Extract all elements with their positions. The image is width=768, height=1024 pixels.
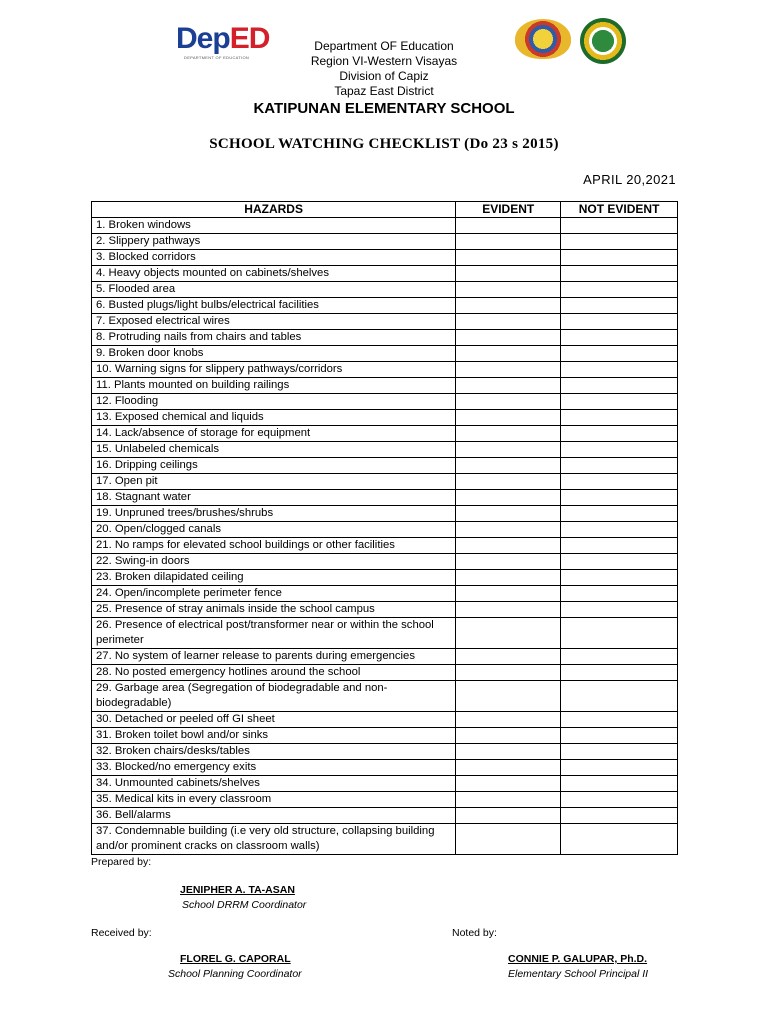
received-by-name: FLOREL G. CAPORAL <box>180 953 291 965</box>
not-evident-cell[interactable] <box>561 554 678 570</box>
not-evident-cell[interactable] <box>561 776 678 792</box>
evident-cell[interactable] <box>456 250 561 266</box>
table-row <box>92 426 678 442</box>
table-row <box>92 346 678 362</box>
not-evident-cell[interactable] <box>561 760 678 776</box>
hazard-cell: 12. Flooding <box>92 394 456 410</box>
not-evident-cell[interactable] <box>561 378 678 394</box>
table-row <box>92 792 678 808</box>
not-evident-cell[interactable] <box>561 410 678 426</box>
hazard-cell: 15. Unlabeled chemicals <box>92 442 456 458</box>
not-evident-cell[interactable] <box>561 282 678 298</box>
logo-subtitle: DEPARTMENT OF EDUCATION <box>184 55 250 60</box>
document-title: SCHOOL WATCHING CHECKLIST (Do 23 s 2015) <box>209 136 559 152</box>
hazard-cell: 32. Broken chairs/desks/tables <box>92 744 456 760</box>
hazard-cell: 3. Blocked corridors <box>92 250 456 266</box>
table-row <box>92 394 678 410</box>
table-row <box>92 728 678 744</box>
evident-cell[interactable] <box>456 522 561 538</box>
document-date: APRIL 20,2021 <box>583 172 676 187</box>
hazard-cell: 30. Detached or peeled off GI sheet <box>92 712 456 728</box>
evident-cell[interactable] <box>456 298 561 314</box>
not-evident-cell[interactable] <box>561 474 678 490</box>
not-evident-cell[interactable] <box>561 824 678 855</box>
table-row <box>92 298 678 314</box>
not-evident-cell[interactable] <box>561 218 678 234</box>
not-evident-cell[interactable] <box>561 538 678 554</box>
not-evident-cell[interactable] <box>561 346 678 362</box>
header-line-region: Region VI-Western Visayas <box>310 54 458 68</box>
hazard-cell: 27. No system of learner release to parents during emergencies <box>92 649 456 665</box>
evident-cell[interactable] <box>456 602 561 618</box>
header-line-district: Tapaz East District <box>334 84 434 98</box>
not-evident-cell[interactable] <box>561 665 678 681</box>
hazard-cell: 22. Swing-in doors <box>92 554 456 570</box>
hazard-cell: 13. Exposed chemical and liquids <box>92 410 456 426</box>
table-row <box>92 266 678 282</box>
not-evident-cell[interactable] <box>561 506 678 522</box>
not-evident-cell[interactable] <box>561 458 678 474</box>
hazard-cell: 35. Medical kits in every classroom <box>92 792 456 808</box>
table-row <box>92 649 678 665</box>
table-row <box>92 602 678 618</box>
hazard-cell: 25. Presence of stray animals inside the school campus <box>92 602 456 618</box>
evident-cell[interactable] <box>456 458 561 474</box>
not-evident-cell[interactable] <box>561 298 678 314</box>
hazard-cell: 5. Flooded area <box>92 282 456 298</box>
evident-cell[interactable] <box>456 649 561 665</box>
not-evident-cell[interactable] <box>561 250 678 266</box>
table-row <box>92 681 678 712</box>
evident-cell[interactable] <box>456 808 561 824</box>
table-row <box>92 506 678 522</box>
school-name: KATIPUNAN ELEMENTARY SCHOOL <box>253 100 515 117</box>
table-row <box>92 490 678 506</box>
column-header-not-evident: NOT EVIDENT <box>561 202 678 218</box>
table-row <box>92 218 678 234</box>
noted-by-label: Noted by: <box>452 927 497 939</box>
not-evident-cell[interactable] <box>561 394 678 410</box>
hazard-cell: 36. Bell/alarms <box>92 808 456 824</box>
not-evident-cell[interactable] <box>561 681 678 712</box>
evident-cell[interactable] <box>456 665 561 681</box>
hazard-cell: 31. Broken toilet bowl and/or sinks <box>92 728 456 744</box>
noted-by-role: Elementary School Principal II <box>508 968 649 980</box>
received-by-label: Received by: <box>91 927 152 939</box>
noted-by-name: CONNIE P. GALUPAR, Ph.D. <box>508 953 648 965</box>
evident-cell[interactable] <box>456 330 561 346</box>
table-header-row <box>92 202 678 218</box>
table-row <box>92 522 678 538</box>
table-row <box>92 330 678 346</box>
evident-cell[interactable] <box>456 234 561 250</box>
not-evident-cell[interactable] <box>561 792 678 808</box>
hazard-cell: 4. Heavy objects mounted on cabinets/shelves <box>92 266 456 282</box>
hazard-cell: 19. Unpruned trees/brushes/shrubs <box>92 506 456 522</box>
hazard-cell: 18. Stagnant water <box>92 490 456 506</box>
evident-cell[interactable] <box>456 266 561 282</box>
header-line-division: Division of Capiz <box>339 69 429 83</box>
evident-cell[interactable] <box>456 776 561 792</box>
not-evident-cell[interactable] <box>561 362 678 378</box>
hazard-cell: 33. Blocked/no emergency exits <box>92 760 456 776</box>
table-row <box>92 282 678 298</box>
hazard-cell: 28. No posted emergency hotlines around the school <box>92 665 456 681</box>
not-evident-cell[interactable] <box>561 602 678 618</box>
evident-cell[interactable] <box>456 490 561 506</box>
hazard-cell: 17. Open pit <box>92 474 456 490</box>
hazard-cell: 16. Dripping ceilings <box>92 458 456 474</box>
evident-cell[interactable] <box>456 474 561 490</box>
hazard-cell: 34. Unmounted cabinets/shelves <box>92 776 456 792</box>
hazard-checklist-table <box>91 201 678 855</box>
hazard-cell: 37. Condemnable building (i.e very old structure, collapsing building and/or prominent cracks on classroom walls) <box>92 824 456 855</box>
table-row <box>92 250 678 266</box>
hazard-cell: 26. Presence of electrical post/transformer near or within the school perimeter <box>92 618 456 649</box>
hazard-cell: 1. Broken windows <box>92 218 456 234</box>
evident-cell[interactable] <box>456 824 561 855</box>
not-evident-cell[interactable] <box>561 266 678 282</box>
hazard-cell: 2. Slippery pathways <box>92 234 456 250</box>
prepared-by-name: JENIPHER A. TA-ASAN <box>180 884 295 896</box>
evident-cell[interactable] <box>456 410 561 426</box>
table-row <box>92 442 678 458</box>
evident-cell[interactable] <box>456 538 561 554</box>
column-header-evident: EVIDENT <box>456 202 561 218</box>
hazard-cell: 20. Open/clogged canals <box>92 522 456 538</box>
evident-cell[interactable] <box>456 681 561 712</box>
evident-cell[interactable] <box>456 712 561 728</box>
hazard-cell: 8. Protruding nails from chairs and tables <box>92 330 456 346</box>
evident-cell[interactable] <box>456 728 561 744</box>
hazard-cell: 10. Warning signs for slippery pathways/corridors <box>92 362 456 378</box>
hazard-cell: 24. Open/incomplete perimeter fence <box>92 586 456 602</box>
hazard-cell: 7. Exposed electrical wires <box>92 314 456 330</box>
not-evident-cell[interactable] <box>561 490 678 506</box>
not-evident-cell[interactable] <box>561 649 678 665</box>
hazard-cell: 21. No ramps for elevated school buildings or other facilities <box>92 538 456 554</box>
evident-cell[interactable] <box>456 618 561 649</box>
evident-cell[interactable] <box>456 744 561 760</box>
not-evident-cell[interactable] <box>561 712 678 728</box>
hazard-cell: 9. Broken door knobs <box>92 346 456 362</box>
evident-cell[interactable] <box>456 426 561 442</box>
prepared-by-label: Prepared by: <box>91 856 152 868</box>
evident-cell[interactable] <box>456 792 561 808</box>
evident-cell[interactable] <box>456 394 561 410</box>
evident-cell[interactable] <box>456 282 561 298</box>
evident-cell[interactable] <box>456 506 561 522</box>
not-evident-cell[interactable] <box>561 586 678 602</box>
not-evident-cell[interactable] <box>561 728 678 744</box>
hazard-cell: 14. Lack/absence of storage for equipment <box>92 426 456 442</box>
table-row <box>92 234 678 250</box>
hazard-cell: 6. Busted plugs/light bulbs/electrical facilities <box>92 298 456 314</box>
evident-cell[interactable] <box>456 378 561 394</box>
not-evident-cell[interactable] <box>561 442 678 458</box>
table-row <box>92 665 678 681</box>
table-row <box>92 378 678 394</box>
table-row <box>92 586 678 602</box>
received-by-role: School Planning Coordinator <box>168 968 302 980</box>
not-evident-cell[interactable] <box>561 330 678 346</box>
table-row <box>92 744 678 760</box>
hazard-cell: 11. Plants mounted on building railings <box>92 378 456 394</box>
evident-cell[interactable] <box>456 346 561 362</box>
hazard-cell: 23. Broken dilapidated ceiling <box>92 570 456 586</box>
evident-cell[interactable] <box>456 442 561 458</box>
evident-cell[interactable] <box>456 362 561 378</box>
evident-cell[interactable] <box>456 314 561 330</box>
not-evident-cell[interactable] <box>561 426 678 442</box>
evident-cell[interactable] <box>456 570 561 586</box>
evident-cell[interactable] <box>456 760 561 776</box>
table-row <box>92 824 678 855</box>
header-line-department: Department OF Education <box>314 39 454 53</box>
not-evident-cell[interactable] <box>561 744 678 760</box>
table-row <box>92 474 678 490</box>
table-row <box>92 618 678 649</box>
not-evident-cell[interactable] <box>561 808 678 824</box>
table-row <box>92 538 678 554</box>
table-row <box>92 570 678 586</box>
not-evident-cell[interactable] <box>561 314 678 330</box>
column-header-hazards: HAZARDS <box>92 202 456 218</box>
table-row <box>92 410 678 426</box>
table-row <box>92 554 678 570</box>
table-row <box>92 362 678 378</box>
table-row <box>92 776 678 792</box>
evident-cell[interactable] <box>456 554 561 570</box>
hazard-cell: 29. Garbage area (Segregation of biodegradable and non-biodegradable) <box>92 681 456 712</box>
table-row <box>92 712 678 728</box>
not-evident-cell[interactable] <box>561 618 678 649</box>
prepared-by-role: School DRRM Coordinator <box>182 899 307 911</box>
table-row <box>92 808 678 824</box>
table-row <box>92 458 678 474</box>
table-row <box>92 760 678 776</box>
evident-cell[interactable] <box>456 218 561 234</box>
not-evident-cell[interactable] <box>561 522 678 538</box>
deped-logo: DepED DEPARTMENT OF EDUCATION <box>176 22 270 60</box>
not-evident-cell[interactable] <box>561 570 678 586</box>
table-row <box>92 314 678 330</box>
not-evident-cell[interactable] <box>561 234 678 250</box>
evident-cell[interactable] <box>456 586 561 602</box>
